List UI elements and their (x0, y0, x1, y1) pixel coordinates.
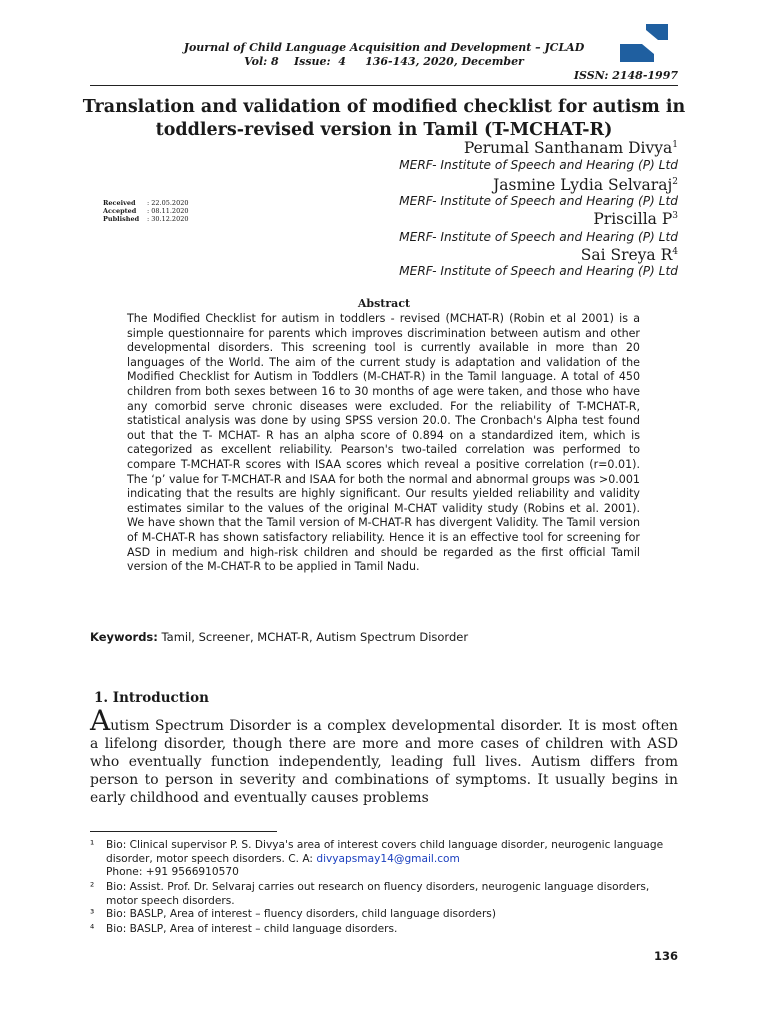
author-1: Perumal Santhanam Divya$^1$ (463, 139, 678, 157)
footnote-2: ² Bio: Assist. Prof. Dr. Selvaraj carries out research on fluency disorders, neurogenic language disorders, motor speech disorders. (90, 881, 650, 907)
journal-logo-icon (614, 20, 674, 64)
footnote-4: ⁴ Bio: BASLP, Area of interest – child language disorders. (90, 923, 398, 935)
author-3: Priscilla $P^3$ (593, 210, 678, 228)
date-accepted: Accepted : 08.11.2020 (103, 207, 189, 215)
affiliation-4: MERF- Institute of Speech and Hearing (P) Ltd (399, 264, 678, 278)
date-received: Received : 22.05.2020 (103, 199, 189, 207)
date-published: Published : 30.12.2020 (103, 215, 189, 223)
author-phone: Phone: +91 9566910570 (106, 866, 239, 878)
footnote-3: ³ Bio: BASLP, Area of interest – fluency disorders, child language disorders) (90, 908, 496, 920)
affiliation-2: MERF- Institute of Speech and Hearing (P) Ltd (399, 194, 678, 208)
article-dates (103, 199, 188, 223)
affiliation-1: MERF- Institute of Speech and Hearing (P) Ltd (399, 158, 678, 172)
volume-issue-line: Vol: 8 Issue: 4 136-143, 2020, December (244, 55, 524, 68)
abstract-text: The Modified Checklist for autism in toddlers - revised (MCHAT-R) (Robin et al 2001) is a simple questionnaire for parents which improves discrimination between autism and other developmental disorders. This screening tool is currently available in more than 20 languages of the World. The aim of the current study is adaptation and validation of the Modified Checklist for Autism in Toddlers (M-CHAT-R) in the Tamil language. A total of 450 children from both sexes between 16 to 30 months of age were taken, and those who have any comorbid serve chronic diseases were excluded. For the reliability of T-MCHAT-R, statistical analysis was done by using SPSS version 20.0. The Cronbach's Alpha test found out that the T- MCHAT- R has an alpha score of 0.894 on a standardized item, which is categorized as excellent reliability. Pearson's two-tailed correlation was performed to compare T-MCHAT-R scores with ISAA scores which reveal a positive correlation (r=0.01). The ‘p’ value for T-MCHAT-R and ISAA for both the normal and abnormal groups was >0.001 indicating that the results are highly significant. Our results yielded reliability and validity estimates similar to the values of the original M-CHAT validity study (Robins et al. 2001). We have shown that the Tamil version of M-CHAT-R has divergent Validity. The Tamil version of M-CHAT-R has shown satisfactory reliability. Hence it is an effective tool for screening for ASD in medium and high-risk children and should be regarded as the first official Tamil version of the M-CHAT-R to be applied in Tamil Nadu. (127, 312, 640, 574)
section-heading-introduction: 1. Introduction (94, 690, 209, 706)
author-2: Jasmine Lydia Selvaraj$^2$ (493, 176, 678, 194)
header-rule (90, 85, 678, 86)
keywords: Keywords: Tamil, Screener, MCHAT-R, Autism Spectrum Disorder (90, 630, 469, 644)
affiliation-3: MERF- Institute of Speech and Hearing (P) Ltd (399, 230, 678, 244)
author-email-link[interactable]: divyapsmay14@gmail.com (316, 852, 460, 865)
introduction-text: Autism Spectrum Disorder is a complex developmental disorder. It is most often a lifelong disorder, though there are more and more cases of children with ASD who eventually function independently, leading full lives. Autism differs from person to person in severity and combinations of symptoms. It usually begins in early childhood and eventually causes problems (90, 704, 678, 806)
issn: ISSN: 2148-1997 (573, 69, 678, 82)
page-number: 136 (653, 949, 678, 963)
author-4: Sai Sreya $R^4$ (580, 246, 678, 264)
footnote-rule (90, 831, 277, 832)
paper-title: Translation and validation of modified checklist for autism in toddlers-revised version in Tamil (T-MCHAT-R) (82, 97, 686, 140)
footnote-1: ¹ Bio: Clinical supervisor P. S. Divya's area of interest covers child language disorder, neurogenic language disorder, motor speech disorders. C. A: divyapsmay14@gmail.com Phone: +91 9566910570 (90, 839, 682, 880)
journal-name: Journal of Child Language Acquisition and Development – JCLAD (183, 41, 585, 54)
drop-cap: A (90, 704, 111, 737)
abstract-heading: Abstract (357, 297, 411, 310)
